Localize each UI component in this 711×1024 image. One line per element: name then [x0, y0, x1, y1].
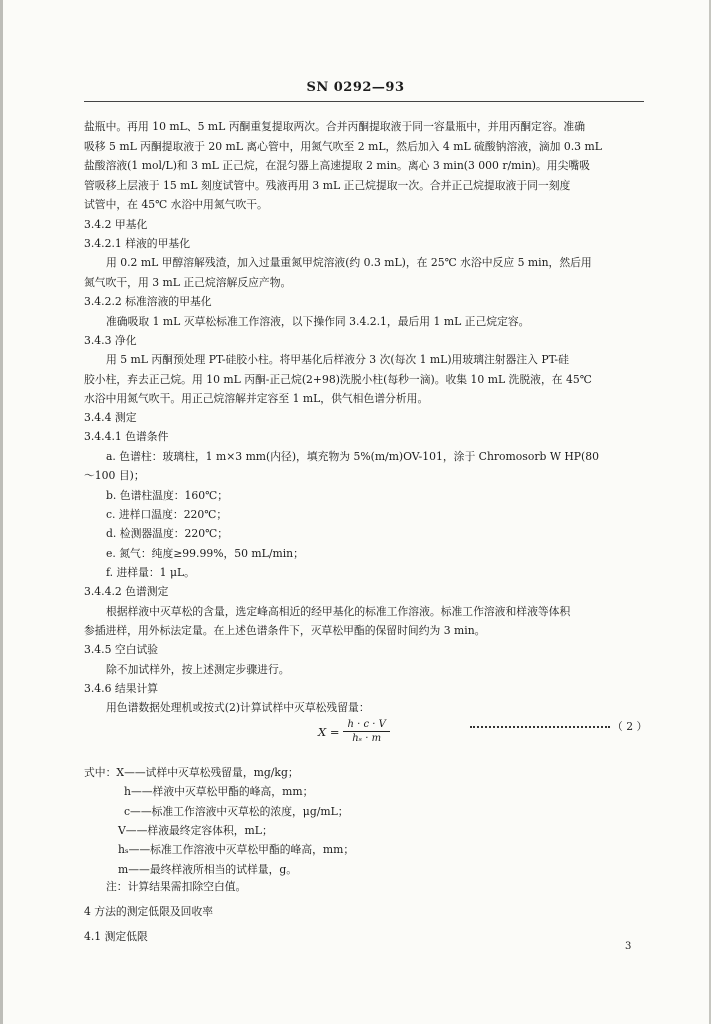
formula-fraction [343, 719, 389, 744]
formula-denominator: hₛ · m [352, 733, 382, 744]
text-line: 3.4.4.1 色谱条件 [84, 430, 169, 443]
formula-lhs: X = [318, 724, 340, 739]
text-line: 3.4.2.2 标准溶液的甲基化 [84, 295, 212, 308]
standard-code-header: SN 0292—93 [306, 80, 405, 95]
text-line: 除不加试样外，按上述测定步骤进行。 [106, 663, 290, 676]
text-line: 3.4.6 结果计算 [84, 682, 159, 695]
text-line: 准确吸取 1 mL 灭草松标准工作溶液，以下操作同 3.4.2.1，最后用 1 mL 正己烷定容。 [106, 315, 530, 328]
text-line: 注：计算结果需扣除空白值。 [106, 880, 247, 893]
text-line: 3.4.4.2 色谱测定 [84, 585, 169, 598]
text-line: c——标准工作溶液中灭草松的浓度，μg/mL； [124, 805, 349, 818]
text-line: 氮气吹干，用 3 mL 正己烷溶解反应产物。 [84, 276, 292, 289]
text-line: 用 5 mL 丙酮预处理 PT-硅胶小柱。将甲基化后样液分 3 次(每次 1 mL)用玻璃注射器注入 PT-硅 [106, 353, 569, 366]
equation-number: （ 2 ） [612, 720, 648, 733]
text-line: 3.4.5 空白试验 [84, 643, 159, 656]
formula-numerator: h · c · V [343, 719, 389, 732]
text-line: 吸移 5 mL 丙酮提取液于 20 mL 离心管中，用氮气吹至 2 mL，然后加入 4 mL 硫酸钠溶液，滴加 0.3 mL [84, 140, 602, 153]
text-line: 3.4.2.1 样液的甲基化 [84, 237, 190, 250]
text-line: f. 进样量：1 μL。 [106, 566, 195, 579]
text-line: 胶小柱，弃去正己烷。用 10 mL 丙酮-正己烷(2+98)洗脱小柱(每秒一滴)。收集 10 mL 洗脱液，在 45℃ [84, 373, 592, 386]
text-line: 用色谱数据处理机或按式(2)计算试样中灭草松残留量： [106, 701, 370, 714]
text-line: 盐酸溶液(1 mol/L)和 3 mL 正己烷，在混匀器上高速提取 2 min。离心 3 min(3 000 r/min)。用尖嘴吸 [84, 159, 590, 172]
formula-leader-dots [470, 726, 610, 728]
text-line: 3.4.2 甲基化 [84, 218, 148, 231]
text-line: e. 氮气：纯度≥99.99%，50 mL/min； [106, 547, 304, 560]
text-line: 用 0.2 mL 甲醇溶解残渣，加入过量重氮甲烷溶液(约 0.3 mL)，在 25℃ 水浴中反应 5 min，然后用 [106, 256, 592, 269]
text-line: m——最终样液所相当的试样量，g。 [118, 863, 298, 876]
text-line: V——样液最终定容体积，mL； [118, 824, 273, 837]
text-line: d. 检测器温度：220℃； [106, 527, 229, 540]
text-line: 根据样液中灭草松的含量，选定峰高相近的经甲基化的标准工作溶液。标准工作溶液和样液等体积 [106, 605, 571, 618]
text-line: 参插进样，用外标法定量。在上述色谱条件下，灭草松甲酯的保留时间约为 3 min。 [84, 624, 486, 637]
text-line: a. 色谱柱：玻璃柱，1 m×3 mm(内径)，填充物为 5%(m/m)OV-101，涂于 Chromosorb W HP(80 [106, 450, 600, 463]
text-line: 4 方法的测定低限及回收率 [84, 905, 214, 918]
text-line: 试管中，在 45℃ 水浴中用氮气吹干。 [84, 198, 268, 211]
text-line: ～100 目)； [84, 469, 145, 482]
formula-2 [318, 719, 390, 744]
text-line: h——样液中灭草松甲酯的峰高，mm； [124, 785, 314, 798]
text-line: 3.4.4 测定 [84, 411, 137, 424]
scan-edge-left [0, 0, 3, 1024]
text-line: hₛ——标准工作溶液中灭草松甲酯的峰高，mm； [118, 843, 355, 856]
page-number: 3 [625, 941, 632, 952]
text-line: 管吸移上层液于 15 mL 刻度试管中。残液再用 3 mL 正己烷提取一次。合并正己烷提取液于同一刻度 [84, 179, 571, 192]
text-line: 水浴中用氮气吹干。用正己烷溶解并定容至 1 mL，供气相色谱分析用。 [84, 392, 429, 405]
text-line: 式中：X——试样中灭草松残留量，mg/kg； [84, 766, 299, 779]
text-line: c. 进样口温度：220℃； [106, 508, 228, 521]
text-line: 盐瓶中。再用 10 mL、5 mL 丙酮重复提取两次。合并丙酮提取液于同一容量瓶中，并用丙酮定容。准确 [84, 120, 586, 133]
text-line: b. 色谱柱温度：160℃； [106, 489, 229, 502]
text-line: 4.1 测定低限 [84, 930, 148, 943]
text-line: 3.4.3 净化 [84, 334, 137, 347]
header-divider [84, 101, 644, 102]
